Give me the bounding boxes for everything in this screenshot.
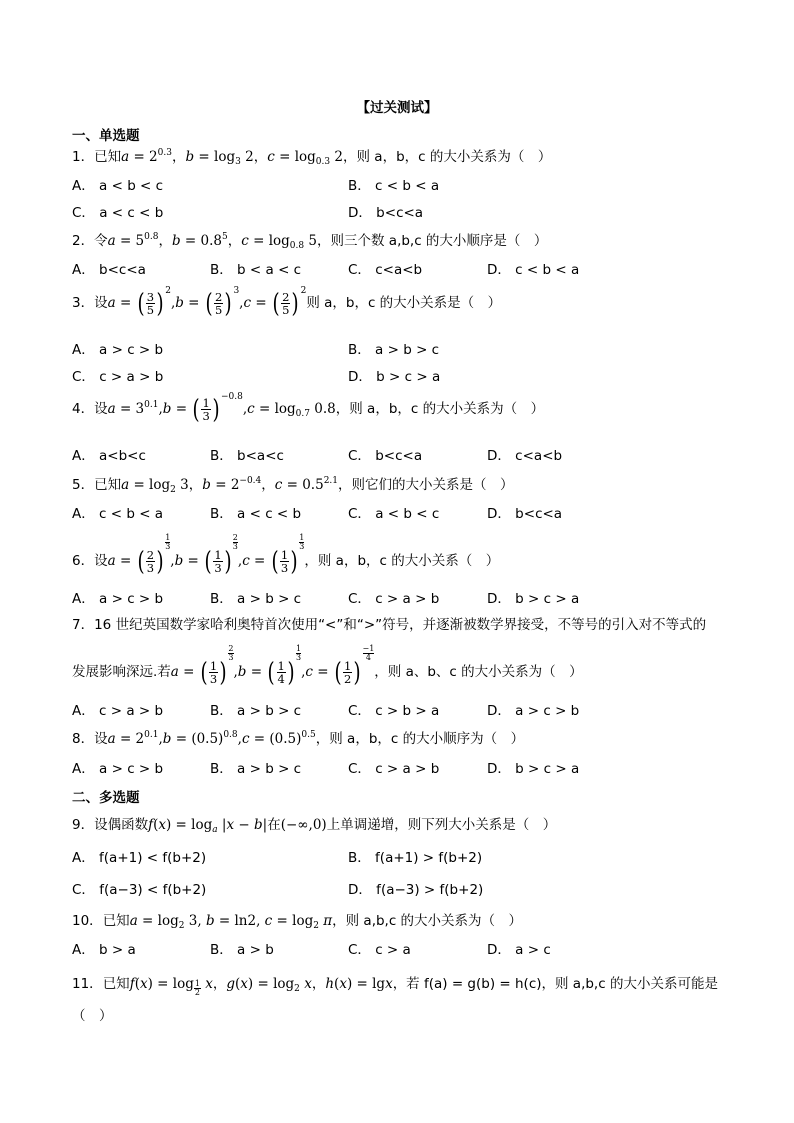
option-c[interactable]: C． c > a > b — [348, 591, 440, 607]
formula: $a = 2^{0.1},b = (0.5)^{0.8},c = (0.5)^{0.5}$ — [107, 730, 316, 747]
question-number: 8． — [72, 731, 95, 747]
option-a[interactable]: A． a > c > b — [72, 342, 164, 358]
option-a[interactable]: A． a > c > b — [72, 761, 164, 777]
formula: a = ( $\frac{3}{5}$ ) 2,b = ( $\frac{2}{5}$ ) 3,c = ( $\frac{2}{5}$ ) 2 — [107, 286, 307, 319]
question-text: 已知 — [102, 976, 130, 992]
option-d[interactable]: D． b<c<a — [348, 205, 424, 221]
formula: $a = \log_2 3$, b = ln2, $c = \log_2 \pi$ — [129, 913, 333, 931]
question-number: 4． — [72, 401, 95, 417]
option-c[interactable]: C． c > a > b — [348, 761, 440, 777]
formula: $a = 2^{0.3}$，$b = \log_3 2$，$c = \log_{0.3} 2$ — [121, 148, 343, 167]
question-text: 令 — [94, 233, 108, 249]
question-number: 10． — [72, 913, 103, 929]
option-b[interactable]: B． a > b > c — [210, 703, 302, 719]
formula: $f(x) = \log_a |x - b|$ — [148, 817, 268, 835]
question-text: ，则 a，b，c 的大小关系为（ ） — [343, 149, 552, 165]
option-d[interactable]: D． f(a−3) > f(b+2) — [348, 882, 484, 898]
question-3 — [72, 286, 501, 317]
option-c[interactable]: C． c<a<b — [348, 262, 423, 278]
formula: a = ( $\frac{2}{3}$ ) $\frac{1}{3}$ ,b = ( $\frac{1}{3}$ ) $\frac{2}{3}$ ,c = ( $\frac{1}{3}$ ) $\frac{1}{3}$ — [107, 533, 305, 577]
option-b[interactable]: B． a < c < b — [210, 506, 302, 522]
option-d[interactable]: D． b > c > a — [487, 591, 580, 607]
question-text: 设偶函数 — [94, 817, 149, 833]
option-a[interactable]: A． b > a — [72, 942, 136, 958]
option-c[interactable]: C． c > a — [348, 942, 411, 958]
question-text: 已知 — [102, 913, 130, 929]
formula: $a = 5^{0.8}$，$b = 0.8^5$，$c = \log_{0.8} 5$ — [107, 232, 317, 251]
option-b[interactable]: B． c < b < a — [348, 178, 440, 194]
question-number: 7． — [72, 617, 95, 633]
section-multiple-choice: 二、多选题 — [72, 790, 140, 806]
question-text: 在 — [267, 817, 281, 833]
option-b[interactable]: B． a > b — [210, 942, 274, 958]
question-number: 2． — [72, 233, 95, 249]
question-7-line-2 — [72, 645, 583, 686]
option-d[interactable]: D． b<c<a — [487, 506, 563, 522]
question-1 — [72, 145, 551, 167]
question-text: 上单调递增，则下列大小关系是（ ） — [326, 817, 557, 833]
option-b[interactable]: B． f(a+1) > f(b+2) — [348, 850, 483, 866]
question-4 — [72, 392, 544, 423]
option-b[interactable]: B． b < a < c — [210, 262, 302, 278]
question-text: ，则它们的大小关系是（ ） — [338, 477, 514, 493]
option-c[interactable]: C． a < c < b — [72, 205, 164, 221]
question-number: 3． — [72, 295, 95, 311]
page-title: 【过关测试】 — [356, 100, 438, 116]
question-text: 16 世纪英国数学家哈利奥特首次使用“<”和“>”符号，并逐渐被数学界接受，不等号的引入对不等式的 — [94, 617, 707, 633]
question-text: 已知 — [94, 477, 122, 493]
formula: $a = 3^{0.1},b$ = ( $\frac{1}{3}$ ) $-0.8,c = \log_{0.7} 0.8$ — [107, 392, 336, 425]
formula: (−∞,0) — [280, 817, 327, 833]
question-8 — [72, 727, 524, 747]
question-number: 5． — [72, 477, 95, 493]
option-d[interactable]: D． c < b < a — [487, 262, 580, 278]
question-number: 9． — [72, 817, 95, 833]
option-b[interactable]: B． a > b > c — [348, 342, 440, 358]
question-text: 设 — [94, 553, 108, 569]
question-text: ，则三个数 a,b,c 的大小顺序是（ ） — [317, 233, 548, 249]
option-d[interactable]: D． a > c — [487, 942, 551, 958]
question-text: ，则 a,b,c 的大小关系为（ ） — [332, 913, 523, 929]
formula: a = ( $\frac{1}{3}$ ) $\frac{2}{3}$ ,b = ( $\frac{1}{4}$ ) $\frac{1}{3}$ ,c = ( $\frac{1}{2}$ ) $\frac{-1}{4}$ — [170, 644, 375, 688]
option-b[interactable]: B． a > b > c — [210, 761, 302, 777]
section-single-choice: 一、单选题 — [72, 128, 140, 144]
option-d[interactable]: D． c<a<b — [487, 448, 563, 464]
option-a[interactable]: A． c > a > b — [72, 703, 164, 719]
formula: f(x) = log $_{\frac{1}{2}}$ x，$g(x) = \log_2 x$，h(x) = lgx — [129, 976, 393, 997]
question-number: 11． — [72, 976, 103, 992]
option-a[interactable]: A． a<b<c — [72, 448, 146, 464]
question-11 — [72, 972, 718, 997]
option-c[interactable]: C． c > b > a — [348, 703, 440, 719]
question-text: 已知 — [94, 149, 122, 165]
question-2 — [72, 229, 547, 251]
question-text: ，则 a，b，c 的大小关系为（ ） — [335, 401, 545, 417]
question-10 — [72, 909, 522, 931]
question-text: 设 — [94, 295, 108, 311]
question-5 — [72, 473, 514, 495]
question-text: 设 — [94, 731, 108, 747]
question-number: 1． — [72, 149, 95, 165]
question-text: 设 — [94, 401, 108, 417]
option-d[interactable]: D． b > c > a — [487, 761, 580, 777]
option-d[interactable]: D． b > c > a — [348, 369, 441, 385]
option-a[interactable]: A． f(a+1) < f(b+2) — [72, 850, 207, 866]
question-9 — [72, 813, 556, 835]
question-text: ，则 a，b，c 的大小关系（ ） — [304, 553, 500, 569]
option-a[interactable]: A． c < b < a — [72, 506, 164, 522]
option-c[interactable]: C． b<c<a — [348, 448, 423, 464]
question-text: ，若 f(a) = g(b) = h(c)，则 a,b,c 的大小关系可能是 — [392, 976, 718, 992]
option-c[interactable]: C． c > a > b — [72, 369, 164, 385]
question-text: 发展影响深远.若 — [72, 664, 171, 680]
option-c[interactable]: C． a < b < c — [348, 506, 440, 522]
question-number: 6． — [72, 553, 95, 569]
option-a[interactable]: A． b<c<a — [72, 262, 146, 278]
question-6 — [72, 534, 499, 575]
question-7 — [72, 613, 706, 633]
question-text: ，则 a、b、c 的大小关系为（ ） — [374, 664, 583, 680]
option-d[interactable]: D． a > c > b — [487, 703, 580, 719]
option-a[interactable]: A． a < b < c — [72, 178, 164, 194]
formula: $a = \log_2 3$，$b = 2^{-0.4}$，$c = 0.5^{2.1}$ — [121, 476, 339, 495]
question-11-tail: （ ） — [72, 1008, 113, 1024]
option-b[interactable]: B． b<a<c — [210, 448, 284, 464]
option-a[interactable]: A． a > c > b — [72, 591, 164, 607]
option-b[interactable]: B． a > b > c — [210, 591, 302, 607]
question-text: 则 a，b，c 的大小关系是（ ） — [306, 295, 502, 311]
option-c[interactable]: C． f(a−3) < f(b+2) — [72, 882, 207, 898]
question-text: ，则 a，b，c 的大小顺序为（ ） — [315, 731, 525, 747]
